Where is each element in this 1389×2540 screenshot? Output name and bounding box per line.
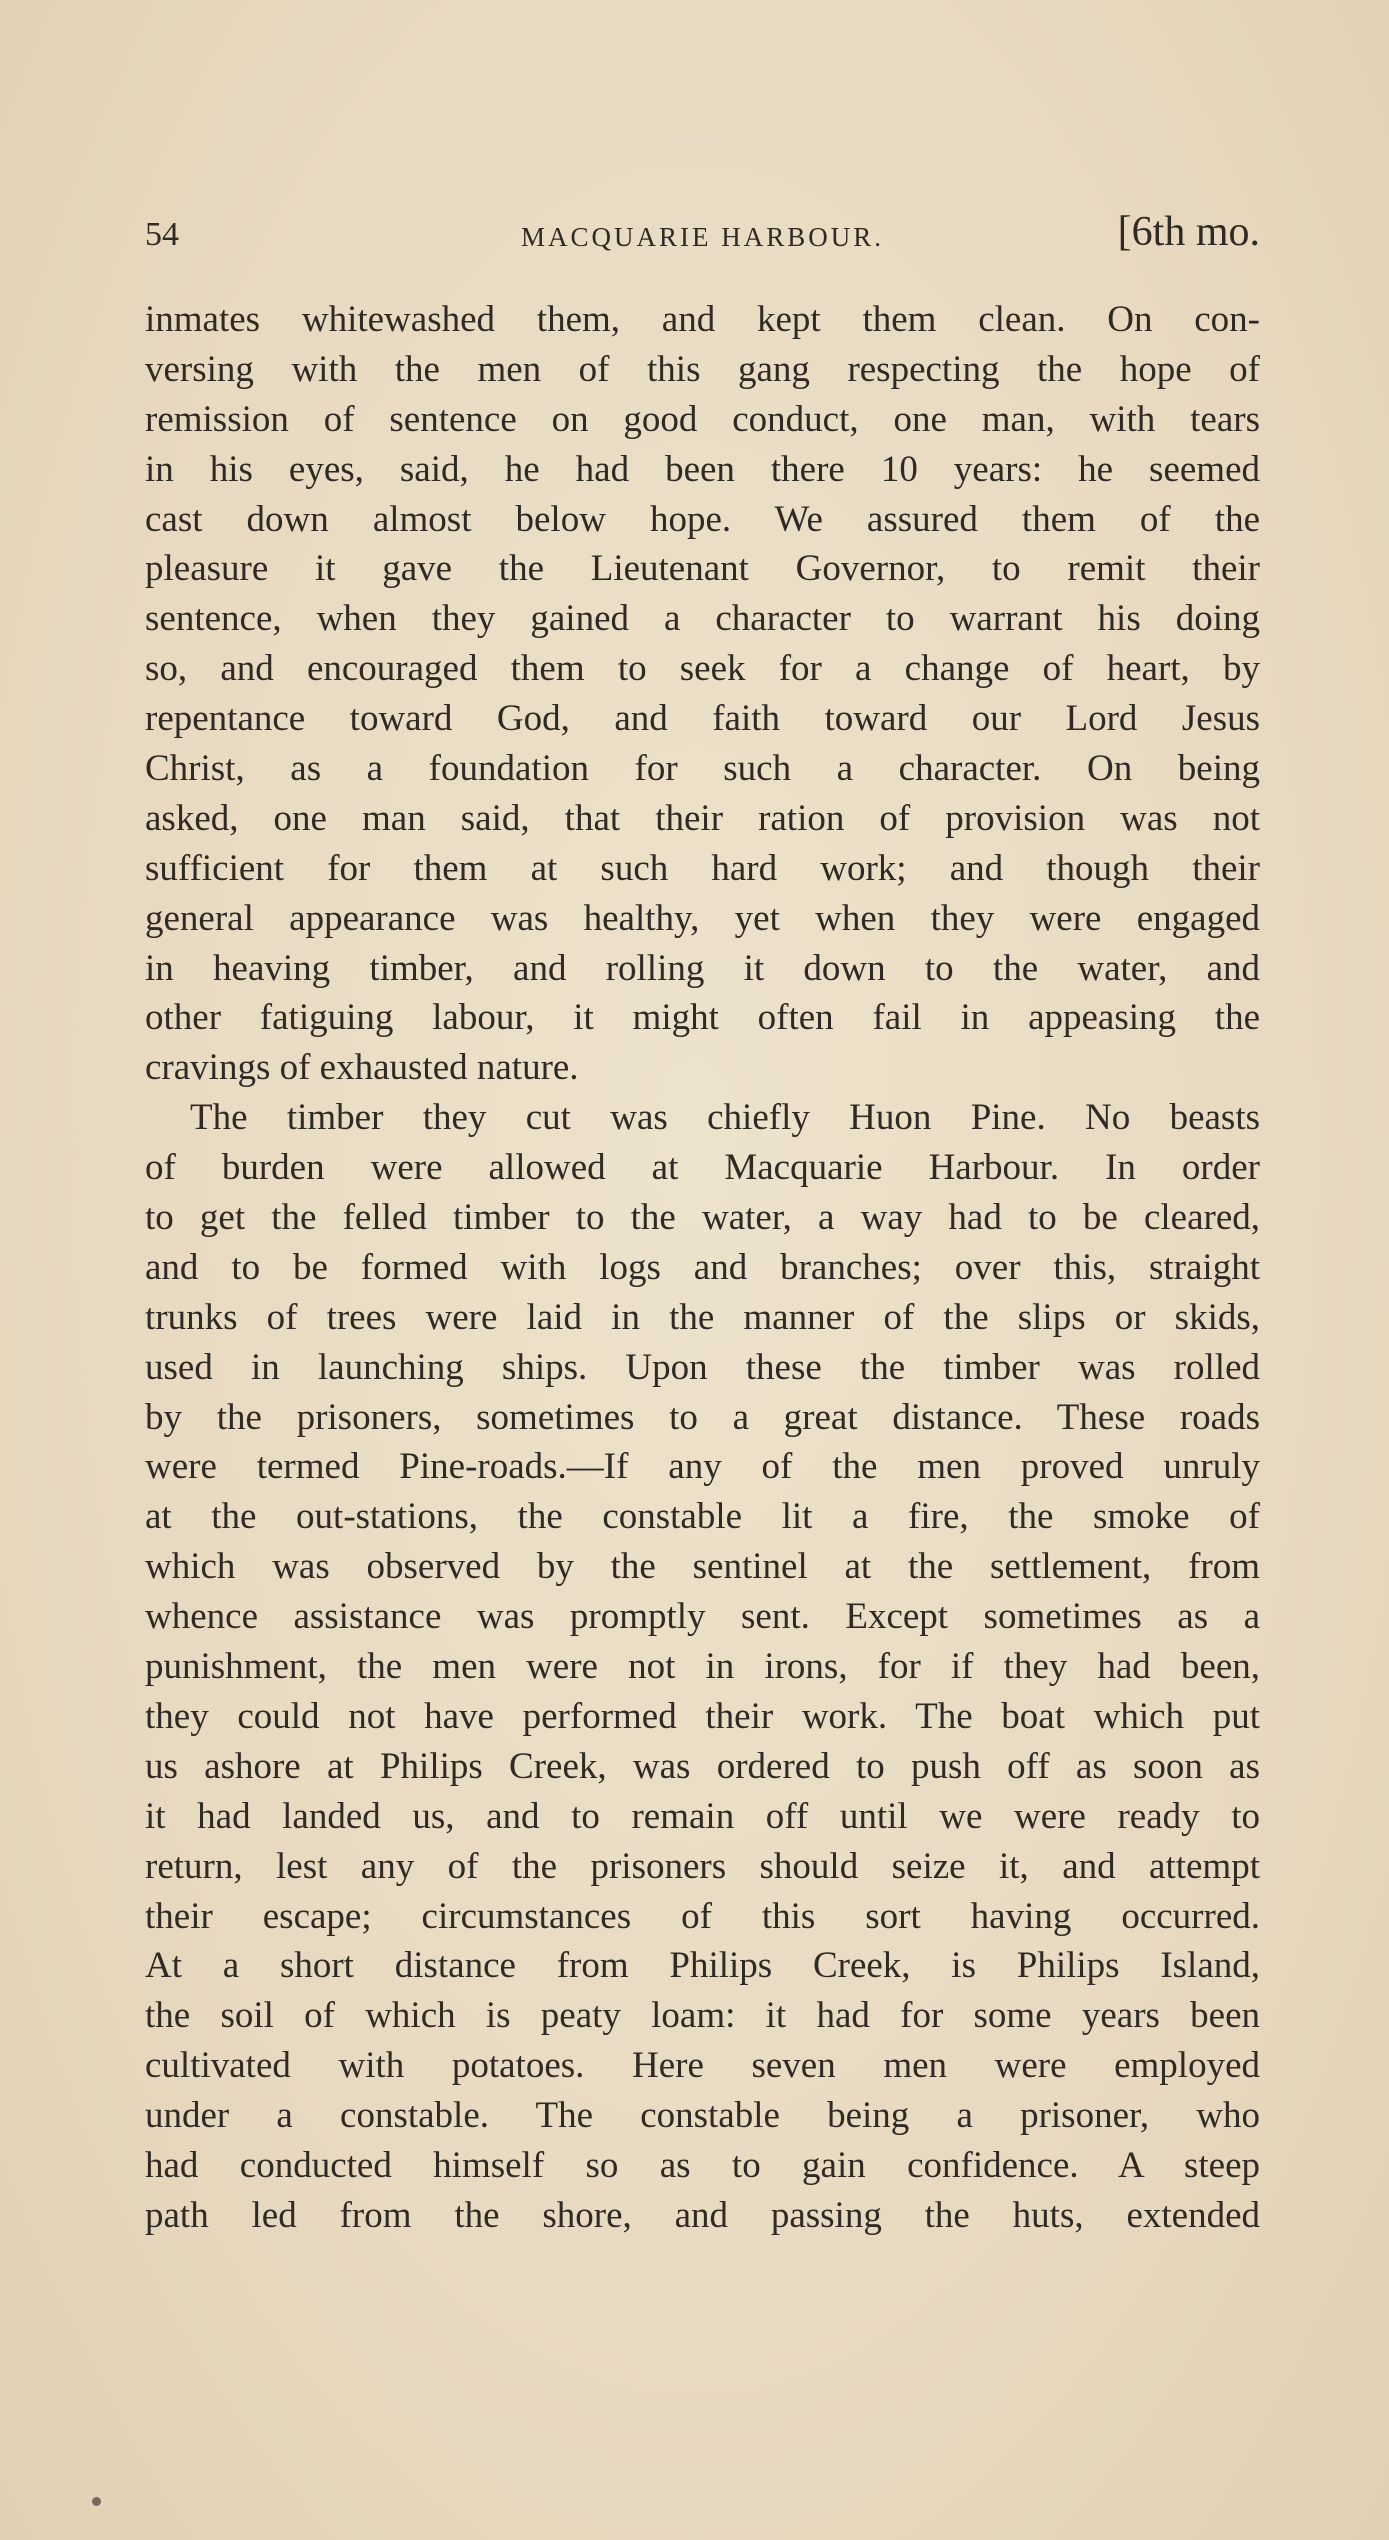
text-line: cast down almost below hope. We assured them of the bbox=[145, 498, 1260, 540]
text-line: punishment, the men were not in irons, for if they had been, bbox=[145, 1646, 1260, 1688]
text-line: general appearance was healthy, yet when they were engaged bbox=[145, 897, 1260, 939]
text-line: remission of sentence on good conduct, one man, with tears bbox=[145, 398, 1260, 440]
text-line: repentance toward God, and faith toward our Lord Jesus bbox=[145, 698, 1260, 740]
text-line: they could not have performed their work. The boat which put bbox=[145, 1695, 1260, 1737]
text-line: path led from the shore, and passing the huts, extended bbox=[145, 2194, 1260, 2236]
text-line: us ashore at Philips Creek, was ordered to push off as soon as bbox=[145, 1745, 1260, 1787]
text-line: sentence, when they gained a character to warrant his doing bbox=[145, 598, 1260, 640]
text-line: used in launching ships. Upon these the timber was rolled bbox=[145, 1346, 1260, 1388]
text-line: sufficient for them at such hard work; and though their bbox=[145, 847, 1260, 889]
text-line: to get the felled timber to the water, a way had to be cleared, bbox=[145, 1197, 1260, 1239]
text-line: pleasure it gave the Lieutenant Governor, to remit their bbox=[145, 548, 1260, 590]
text-line: other fatiguing labour, it might often fail in appeasing the bbox=[145, 997, 1260, 1039]
text-line: asked, one man said, that their ration of provision was not bbox=[145, 797, 1260, 839]
text-line: had conducted himself so as to gain confidence. A steep bbox=[145, 2144, 1260, 2186]
text-line: under a constable. The constable being a prisoner, who bbox=[145, 2095, 1260, 2137]
text-line: so, and encouraged them to seek for a change of heart, by bbox=[145, 648, 1260, 690]
text-line: return, lest any of the prisoners should seize it, and attempt bbox=[145, 1845, 1260, 1887]
text-line: Christ, as a foundation for such a character. On being bbox=[145, 748, 1260, 790]
text-line: trunks of trees were laid in the manner of the slips or skids, bbox=[145, 1296, 1260, 1338]
text-line: whence assistance was promptly sent. Except sometimes as a bbox=[145, 1596, 1260, 1638]
text-line: in heaving timber, and rolling it down to the water, and bbox=[145, 947, 1260, 989]
running-head: MACQUARIE HARBOUR. bbox=[520, 222, 885, 252]
page-number: 54 bbox=[145, 216, 179, 253]
text-line: by the prisoners, sometimes to a great distance. These roads bbox=[145, 1396, 1260, 1438]
text-line: the soil of which is peaty loam: it had for some years been bbox=[145, 1995, 1260, 2037]
text-line: inmates whitewashed them, and kept them clean. On con- bbox=[145, 299, 1260, 340]
text-line: at the out-stations, the constable lit a fire, the smoke of bbox=[145, 1496, 1260, 1538]
text-line: and to be formed with logs and branches; over this, straight bbox=[145, 1246, 1260, 1288]
text-line: their escape; circumstances of this sort having occurred. bbox=[145, 1895, 1260, 1937]
text-line: in his eyes, said, he had been there 10 years: he seemed bbox=[145, 448, 1260, 490]
text-line: versing with the men of this gang respecting the hope of bbox=[145, 348, 1260, 390]
text-line: At a short distance from Philips Creek, is Philips Island, bbox=[145, 1945, 1260, 1987]
paragraph-first-line: The timber they cut was chiefly Huon Pine. No beasts bbox=[190, 1097, 1260, 1139]
text-line: were termed Pine-roads.—If any of the men proved unruly bbox=[145, 1446, 1260, 1488]
page-header bbox=[145, 208, 1260, 268]
text-line: cultivated with potatoes. Here seven men were employed bbox=[145, 2045, 1260, 2087]
month-marker: [6th mo. bbox=[1117, 209, 1260, 255]
text-line: of burden were allowed at Macquarie Harbour. In order bbox=[145, 1147, 1260, 1189]
text-line: it had landed us, and to remain off until we were ready to bbox=[145, 1795, 1260, 1837]
paragraph-end-line: cravings of exhausted nature. bbox=[145, 1047, 579, 1089]
body-text bbox=[145, 295, 1260, 2241]
ink-speck bbox=[92, 2497, 101, 2506]
text-line: which was observed by the sentinel at the settlement, from bbox=[145, 1546, 1260, 1588]
